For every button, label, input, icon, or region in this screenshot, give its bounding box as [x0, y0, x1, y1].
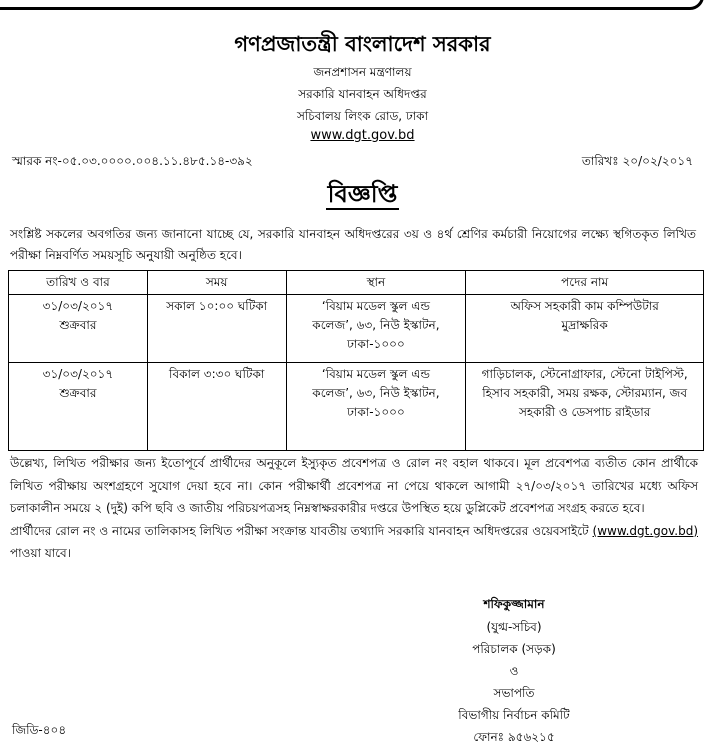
address-line: সচিবালয় লিংক রোড, ঢাকা: [296, 109, 429, 123]
col-header-post: পদের নাম: [466, 271, 704, 295]
col-header-venue: স্থান: [286, 271, 466, 295]
note-website-text: প্রার্থীদের রোল নং ও নামের তালিকাসহ লিখিত পরীক্ষা সংক্রান্ত যাবতীয় তথ্যাদি সরকারি যানবাহন অধিদপ্তরের ওয়েবসাইটে: [10, 523, 589, 538]
row-date: ৩১/০৩/২০১৭: [42, 367, 114, 381]
row-post: অফিস সহকারী কাম কম্পিউটার মুদ্রাক্ষরিক: [466, 295, 704, 363]
signatory-role: সভাপতি: [493, 686, 535, 700]
ministry-line: জনপ্রশাসন মন্ত্রণালয়: [313, 65, 412, 79]
intro-paragraph: সংশ্লিষ্ট সকলের অবগতির জন্য জানানো যাচ্ছে যে, সরকারি যানবাহন অধিদপ্তরের ৩য় ও ৪র্থ শ্রেণির কর্মচারী নিয়োগের লক্ষ্যে স্থগিতকৃত লিখিত পরীক্ষা নিম্নবর্ণিত সময়সূচি অনুযায়ী অনুষ্ঠিত হবে।: [10, 227, 696, 262]
row-time: বিকাল ৩:৩০ ঘটিকা: [147, 363, 286, 451]
row-date: ৩১/০৩/২০১৭: [42, 299, 114, 313]
notice-title-text: বিজ্ঞপ্তি: [327, 180, 398, 208]
signatory-phone: ফোনঃ ৯৫৬২১৫: [473, 730, 555, 744]
top-border-frame: [0, 0, 704, 10]
signatory-committee: বিভাগীয় নির্বাচন কমিটি: [458, 708, 570, 722]
government-title: গণপ্রজাতন্ত্রী বাংলাদেশ সরকার: [234, 32, 491, 56]
row-day: শুক্রবার: [59, 386, 97, 400]
website-link[interactable]: www.dgt.gov.bd: [310, 128, 415, 143]
signatory-rank: (যুগ্ম-সচিব): [486, 620, 542, 634]
row-date-cell: [9, 295, 148, 363]
row-time: সকাল ১০:০০ ঘটিকা: [147, 295, 286, 363]
col-header-time: সময়: [147, 271, 286, 295]
table-row: [9, 363, 704, 451]
footer-code: জিডি-৪০৪: [12, 723, 67, 737]
col-header-date: তারিখ ও বার: [9, 271, 148, 295]
memo-number: স্মারক নং-০৫.০৩.০০০০.০০৪.১১.৪৮৫.১৪-৩৯২: [12, 154, 253, 168]
row-venue: ‘বিয়াম মডেল স্কুল এন্ড কলেজ’, ৬৩, নিউ ইস্কাটন, ঢাকা-১০০০: [286, 363, 466, 451]
note-website: [10, 520, 698, 565]
row-date-cell: [9, 363, 148, 451]
table-row: [9, 295, 704, 363]
note-admit-card: উল্লেখ্য, লিখিত পরীক্ষার জন্য ইতোপূর্বে প্রার্থীদের অনুকূলে ইস্যুকৃত প্রবেশপত্র ও রোল নং বহাল থাকবে। মূল প্রবেশপত্র ব্যতীত কোন প্রার্থীকে লিখিত পরীক্ষায় অংশগ্রহণে সুযোগ দেয়া হবে না। কোন পরীক্ষার্থী প্রবেশপত্র না পেয়ে থাকলে আগামী ২৭/০৩/২০১৭ তারিখের মধ্যে অফিস চলাকালীন সময়ে ২ (দুই) কপি ছবি ও জাতীয় পরিচয়পত্রসহ নিম্নস্বাক্ষরকারীর দপ্তরে উপস্থিত হয়ে ডুপ্লিকেট প্রবেশপত্র সংগ্রহ করতে হবে।: [10, 456, 698, 515]
signatory-conjunction: ও: [509, 664, 519, 678]
exam-schedule-table: [8, 270, 704, 451]
note-website-end: পাওয়া যাবে।: [10, 546, 72, 560]
signatory-name: শফিকুজ্জামান: [483, 597, 545, 611]
notice-title: [0, 176, 725, 216]
notes-section: [10, 452, 698, 565]
memo-date: তারিখঃ ২০/০২/২০১৭: [581, 154, 693, 168]
row-post: গাড়িচালক, স্টেনোগ্রাফার, স্টেনো টাইপিস্ট, হিসাব সহকারী, সময় রক্ষক, স্টোরম্যান, জব সহকারী ও ডেসপাচ রাইডার: [466, 363, 704, 451]
department-line: সরকারি যানবাহন অধিদপ্তর: [298, 87, 427, 101]
note-website-link[interactable]: (www.dgt.gov.bd): [592, 523, 698, 538]
signatory-position: পরিচালক (সড়ক): [472, 642, 556, 656]
row-venue: ‘বিয়াম মডেল স্কুল এন্ড কলেজ’, ৬৩, নিউ ইস্কাটন, ঢাকা-১০০০: [286, 295, 466, 363]
table-header-row: [9, 271, 704, 295]
row-day: শুক্রবার: [59, 318, 97, 332]
